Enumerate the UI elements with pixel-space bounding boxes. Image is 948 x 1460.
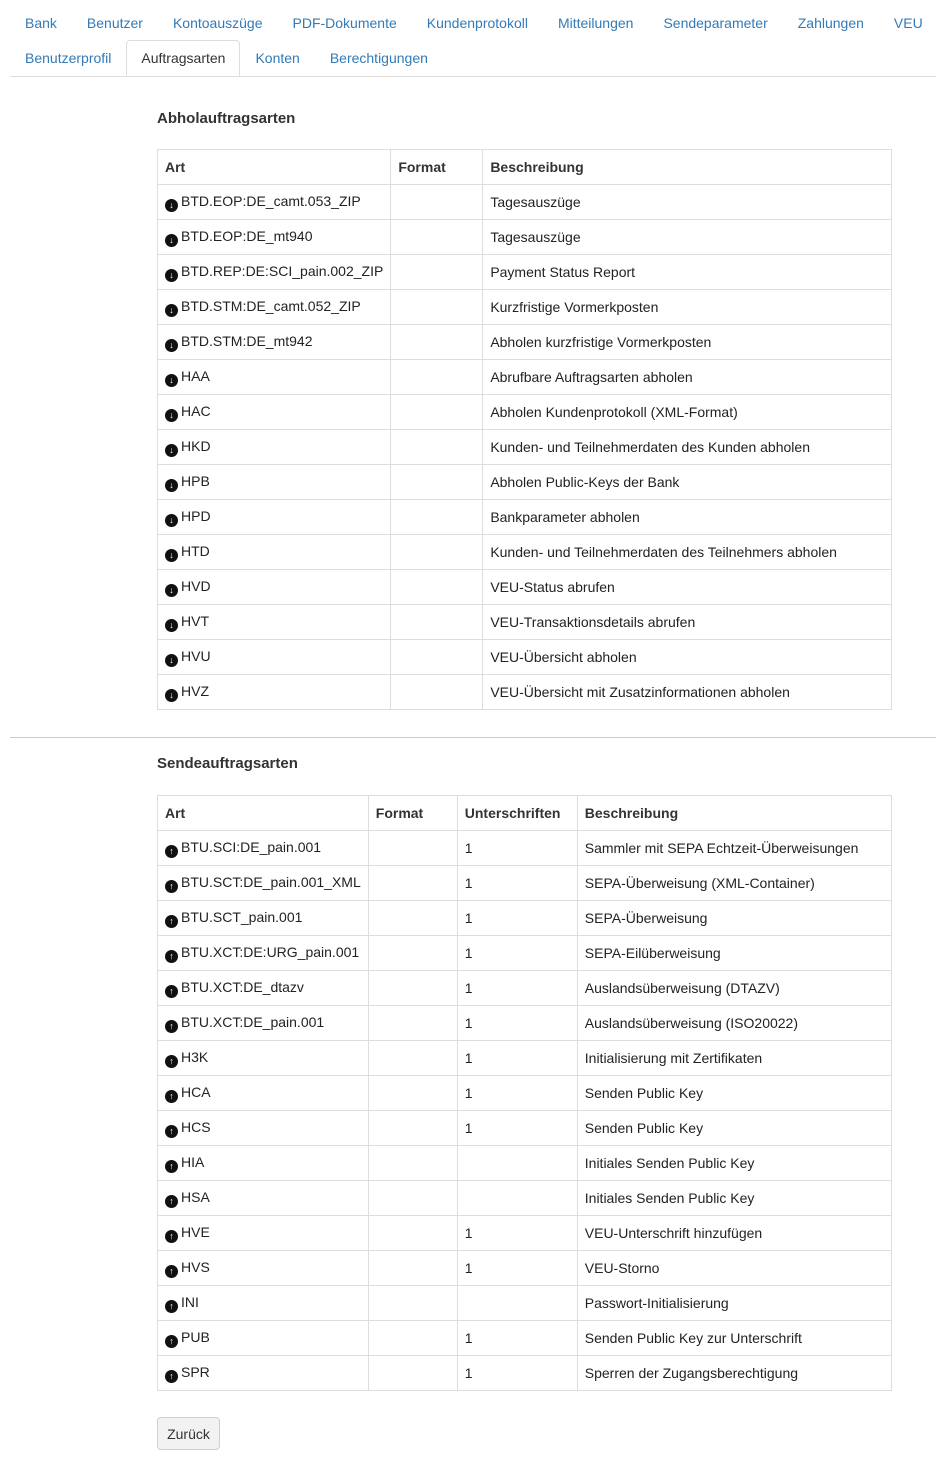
order-type-code: BTU.XCT:DE_dtazv: [181, 978, 304, 995]
order-type-code: HKD: [181, 437, 211, 454]
table-row: [158, 901, 892, 936]
download-order-types-table: [157, 149, 892, 710]
cell-sig: 1: [457, 1216, 577, 1251]
tab-auftragsarten[interactable]: Auftragsarten: [126, 40, 240, 76]
cell-desc: Senden Public Key zur Unterschrift: [577, 1321, 891, 1356]
order-type-code: HVD: [181, 577, 211, 594]
table-header-row: [158, 796, 892, 831]
cell-format: [391, 220, 483, 255]
table-row: [158, 1286, 892, 1321]
nav-tab-row-2: [10, 40, 443, 75]
order-type-code: HVS: [181, 1258, 210, 1275]
cell-format: [368, 831, 457, 866]
cell-format: [368, 1251, 457, 1286]
arrow-circle-up-icon: ↑: [165, 880, 178, 893]
arrow-circle-down-icon: ↓: [165, 619, 178, 632]
cell-sig: [457, 1181, 577, 1216]
cell-format: [391, 535, 483, 570]
cell-sig: 1: [457, 901, 577, 936]
cell-art: [158, 1251, 369, 1286]
table-row: [158, 465, 892, 500]
order-type-code: HCS: [181, 1118, 211, 1135]
cell-format: [391, 185, 483, 220]
arrow-circle-down-icon: ↓: [165, 234, 178, 247]
tab-mitteilungen[interactable]: Mitteilungen: [557, 15, 634, 31]
table-row: [158, 185, 892, 220]
cell-art: [158, 1076, 369, 1111]
table-header-row: [158, 150, 892, 185]
cell-art: [158, 675, 391, 710]
cell-sig: 1: [457, 1111, 577, 1146]
table-row: [158, 1251, 892, 1286]
cell-art: [158, 1041, 369, 1076]
arrow-circle-down-icon: ↓: [165, 549, 178, 562]
cell-art: [158, 1321, 369, 1356]
order-type-code: BTD.EOP:DE_camt.053_ZIP: [181, 192, 361, 209]
cell-desc: Sammler mit SEPA Echtzeit-Überweisungen: [577, 831, 891, 866]
cell-sig: 1: [457, 831, 577, 866]
table-row: [158, 831, 892, 866]
table-row: [158, 971, 892, 1006]
arrow-circle-down-icon: ↓: [165, 479, 178, 492]
cell-desc: Kunden- und Teilnehmerdaten des Kunden abholen: [483, 430, 892, 465]
order-type-code: HAA: [181, 367, 210, 384]
cell-format: [368, 1076, 457, 1111]
cell-format: [391, 290, 483, 325]
cell-desc: Initiales Senden Public Key: [577, 1181, 891, 1216]
cell-art: [158, 395, 391, 430]
cell-art: [158, 185, 391, 220]
cell-sig: 1: [457, 1006, 577, 1041]
arrow-circle-down-icon: ↓: [165, 654, 178, 667]
cell-art: [158, 535, 391, 570]
cell-format: [368, 1146, 457, 1181]
cell-desc: Initiales Senden Public Key: [577, 1146, 891, 1181]
table-row: [158, 500, 892, 535]
cell-desc: SEPA-Eilüberweisung: [577, 936, 891, 971]
arrow-circle-up-icon: ↑: [165, 1125, 178, 1138]
order-type-code: BTU.XCT:DE_pain.001: [181, 1013, 325, 1030]
cell-art: [158, 1356, 369, 1391]
cell-format: [368, 1041, 457, 1076]
cell-desc: Auslandsüberweisung (ISO20022): [577, 1006, 891, 1041]
cell-sig: 1: [457, 936, 577, 971]
table-row: [158, 290, 892, 325]
cell-format: [391, 675, 483, 710]
table-row: [158, 1146, 892, 1181]
arrow-circle-up-icon: ↑: [165, 1160, 178, 1173]
order-type-code: HPD: [181, 507, 211, 524]
table-row: [158, 220, 892, 255]
arrow-circle-up-icon: ↑: [165, 1370, 178, 1383]
cell-art: [158, 325, 391, 360]
cell-format: [391, 605, 483, 640]
cell-format: [391, 640, 483, 675]
cell-desc: Senden Public Key: [577, 1111, 891, 1146]
back-button[interactable]: Zurück: [157, 1417, 220, 1450]
cell-desc: SEPA-Überweisung: [577, 901, 891, 936]
order-type-code: PUB: [181, 1328, 210, 1345]
cell-art: [158, 500, 391, 535]
arrow-circle-up-icon: ↑: [165, 1195, 178, 1208]
cell-desc: Abholen Public-Keys der Bank: [483, 465, 892, 500]
cell-sig: 1: [457, 1321, 577, 1356]
arrow-circle-up-icon: ↑: [165, 1055, 178, 1068]
arrow-circle-down-icon: ↓: [165, 689, 178, 702]
table-row: [158, 430, 892, 465]
cell-format: [391, 395, 483, 430]
cell-art: [158, 220, 391, 255]
tab-konten[interactable]: Konten: [255, 50, 300, 66]
cell-desc: SEPA-Überweisung (XML-Container): [577, 866, 891, 901]
tab-sendeparameter[interactable]: Sendeparameter: [663, 15, 768, 31]
cell-desc: Tagesauszüge: [483, 220, 892, 255]
column-header-art: Art: [158, 796, 369, 831]
order-type-code: HVT: [181, 612, 209, 629]
tab-pdf-dokumente[interactable]: PDF-Dokumente: [292, 15, 397, 31]
cell-art: [158, 605, 391, 640]
cell-format: [391, 360, 483, 395]
order-type-code: INI: [181, 1293, 199, 1310]
cell-desc: VEU-Übersicht mit Zusatzinformationen abholen: [483, 675, 892, 710]
table-row: [158, 1111, 892, 1146]
order-type-code: HSA: [181, 1188, 210, 1205]
column-header-art: Art: [158, 150, 391, 185]
order-type-code: SPR: [181, 1363, 210, 1380]
cell-art: [158, 1111, 369, 1146]
cell-art: [158, 1286, 369, 1321]
cell-art: [158, 465, 391, 500]
cell-sig: 1: [457, 1041, 577, 1076]
cell-sig: 1: [457, 1076, 577, 1111]
order-type-code: BTD.EOP:DE_mt940: [181, 227, 313, 244]
cell-desc: Passwort-Initialisierung: [577, 1286, 891, 1321]
tab-kontoauszüge[interactable]: Kontoauszüge: [172, 15, 263, 31]
cell-format: [368, 1321, 457, 1356]
cell-sig: [457, 1286, 577, 1321]
cell-art: [158, 360, 391, 395]
cell-art: [158, 936, 369, 971]
cell-format: [391, 500, 483, 535]
cell-format: [391, 570, 483, 605]
arrow-circle-up-icon: ↑: [165, 845, 178, 858]
arrow-circle-up-icon: ↑: [165, 1265, 178, 1278]
cell-art: [158, 1006, 369, 1041]
cell-desc: Abholen Kundenprotokoll (XML-Format): [483, 395, 892, 430]
nav-tabs: [10, 0, 936, 77]
cell-format: [368, 1181, 457, 1216]
column-header-description: Beschreibung: [483, 150, 892, 185]
order-type-code: HTD: [181, 542, 210, 559]
arrow-circle-up-icon: ↑: [165, 1300, 178, 1313]
cell-desc: VEU-Übersicht abholen: [483, 640, 892, 675]
cell-sig: 1: [457, 1251, 577, 1286]
arrow-circle-down-icon: ↓: [165, 584, 178, 597]
arrow-circle-down-icon: ↓: [165, 269, 178, 282]
order-type-code: HIA: [181, 1153, 205, 1170]
order-type-code: BTD.REP:DE:SCI_pain.002_ZIP: [181, 262, 384, 279]
order-type-code: HVE: [181, 1223, 210, 1240]
cell-art: [158, 866, 369, 901]
cell-art: [158, 430, 391, 465]
cell-desc: VEU-Unterschrift hinzufügen: [577, 1216, 891, 1251]
cell-desc: VEU-Transaktionsdetails abrufen: [483, 605, 892, 640]
tab-berechtigungen[interactable]: Berechtigungen: [329, 50, 428, 66]
cell-desc: Sperren der Zugangsberechtigung: [577, 1356, 891, 1391]
tab-bank[interactable]: Bank: [25, 15, 57, 31]
order-type-code: HAC: [181, 402, 211, 419]
cell-art: [158, 290, 391, 325]
column-header-format: Format: [368, 796, 457, 831]
arrow-circle-up-icon: ↑: [165, 985, 178, 998]
cell-desc: Abrufbare Auftragsarten abholen: [483, 360, 892, 395]
arrow-circle-up-icon: ↑: [165, 1230, 178, 1243]
column-header-format: Format: [391, 150, 483, 185]
cell-desc: Bankparameter abholen: [483, 500, 892, 535]
cell-format: [368, 901, 457, 936]
table-row: [158, 640, 892, 675]
cell-desc: Senden Public Key: [577, 1076, 891, 1111]
cell-art: [158, 255, 391, 290]
table-row: [158, 1356, 892, 1391]
cell-art: [158, 1181, 369, 1216]
cell-format: [368, 971, 457, 1006]
order-type-code: BTD.STM:DE_camt.052_ZIP: [181, 297, 361, 314]
order-type-code: BTU.SCT_pain.001: [181, 908, 303, 925]
arrow-circle-down-icon: ↓: [165, 304, 178, 317]
cell-art: [158, 971, 369, 1006]
cell-art: [158, 901, 369, 936]
cell-desc: Kurzfristige Vormerkposten: [483, 290, 892, 325]
cell-desc: Kunden- und Teilnehmerdaten des Teilnehmers abholen: [483, 535, 892, 570]
arrow-circle-down-icon: ↓: [165, 409, 178, 422]
cell-format: [391, 465, 483, 500]
order-type-code: H3K: [181, 1048, 209, 1065]
cell-format: [368, 1216, 457, 1251]
table-row: [158, 675, 892, 710]
cell-sig: [457, 1146, 577, 1181]
column-header-description: Beschreibung: [577, 796, 891, 831]
tab-benutzerprofil[interactable]: Benutzerprofil: [25, 50, 112, 66]
cell-format: [368, 1356, 457, 1391]
table-row: [158, 360, 892, 395]
arrow-circle-up-icon: ↑: [165, 1020, 178, 1033]
order-type-code: HVU: [181, 647, 211, 664]
nav-tab-row-1: [10, 5, 938, 40]
cell-desc: Initialisierung mit Zertifikaten: [577, 1041, 891, 1076]
table-row: [158, 325, 892, 360]
tab-zahlungen[interactable]: Zahlungen: [797, 15, 864, 31]
table-row: [158, 1041, 892, 1076]
table-row: [158, 535, 892, 570]
arrow-circle-up-icon: ↑: [165, 915, 178, 928]
order-type-code: BTD.STM:DE_mt942: [181, 332, 313, 349]
tab-veu[interactable]: VEU: [893, 15, 923, 31]
table-row: [158, 570, 892, 605]
cell-art: [158, 640, 391, 675]
upload-section-title: Sendeauftragsarten: [157, 755, 298, 772]
cell-format: [368, 936, 457, 971]
arrow-circle-down-icon: ↓: [165, 199, 178, 212]
arrow-circle-up-icon: ↑: [165, 1335, 178, 1348]
cell-format: [368, 1006, 457, 1041]
cell-format: [391, 430, 483, 465]
cell-desc: Abholen kurzfristige Vormerkposten: [483, 325, 892, 360]
cell-art: [158, 1146, 369, 1181]
cell-art: [158, 1216, 369, 1251]
column-header-signatures: Unterschriften: [457, 796, 577, 831]
table-row: [158, 1216, 892, 1251]
arrow-circle-down-icon: ↓: [165, 374, 178, 387]
order-type-code: HVZ: [181, 682, 209, 699]
arrow-circle-down-icon: ↓: [165, 444, 178, 457]
order-type-code: HPB: [181, 472, 210, 489]
cell-desc: VEU-Storno: [577, 1251, 891, 1286]
tab-kundenprotokoll[interactable]: Kundenprotokoll: [426, 15, 528, 31]
cell-sig: 1: [457, 971, 577, 1006]
table-row: [158, 395, 892, 430]
order-type-code: BTU.SCT:DE_pain.001_XML: [181, 873, 361, 890]
cell-art: [158, 831, 369, 866]
cell-desc: VEU-Status abrufen: [483, 570, 892, 605]
order-type-code: BTU.SCI:DE_pain.001: [181, 838, 322, 855]
order-type-code: BTU.XCT:DE:URG_pain.001: [181, 943, 360, 960]
order-type-code: HCA: [181, 1083, 211, 1100]
cell-sig: 1: [457, 866, 577, 901]
table-row: [158, 1321, 892, 1356]
arrow-circle-down-icon: ↓: [165, 514, 178, 527]
table-row: [158, 1006, 892, 1041]
table-row: [158, 1076, 892, 1111]
table-row: [158, 605, 892, 640]
table-row: [158, 255, 892, 290]
upload-order-types-table: [157, 795, 892, 1391]
cell-format: [368, 1286, 457, 1321]
cell-format: [368, 866, 457, 901]
section-divider: [10, 737, 936, 738]
arrow-circle-up-icon: ↑: [165, 1090, 178, 1103]
cell-desc: Auslandsüberweisung (DTAZV): [577, 971, 891, 1006]
cell-sig: 1: [457, 1356, 577, 1391]
arrow-circle-down-icon: ↓: [165, 339, 178, 352]
tab-benutzer[interactable]: Benutzer: [86, 15, 143, 31]
arrow-circle-up-icon: ↑: [165, 950, 178, 963]
cell-art: [158, 570, 391, 605]
cell-format: [368, 1111, 457, 1146]
download-section-title: Abholauftragsarten: [157, 110, 296, 127]
table-row: [158, 1181, 892, 1216]
table-row: [158, 936, 892, 971]
cell-desc: Payment Status Report: [483, 255, 892, 290]
cell-format: [391, 255, 483, 290]
table-row: [158, 866, 892, 901]
cell-format: [391, 325, 483, 360]
cell-desc: Tagesauszüge: [483, 185, 892, 220]
